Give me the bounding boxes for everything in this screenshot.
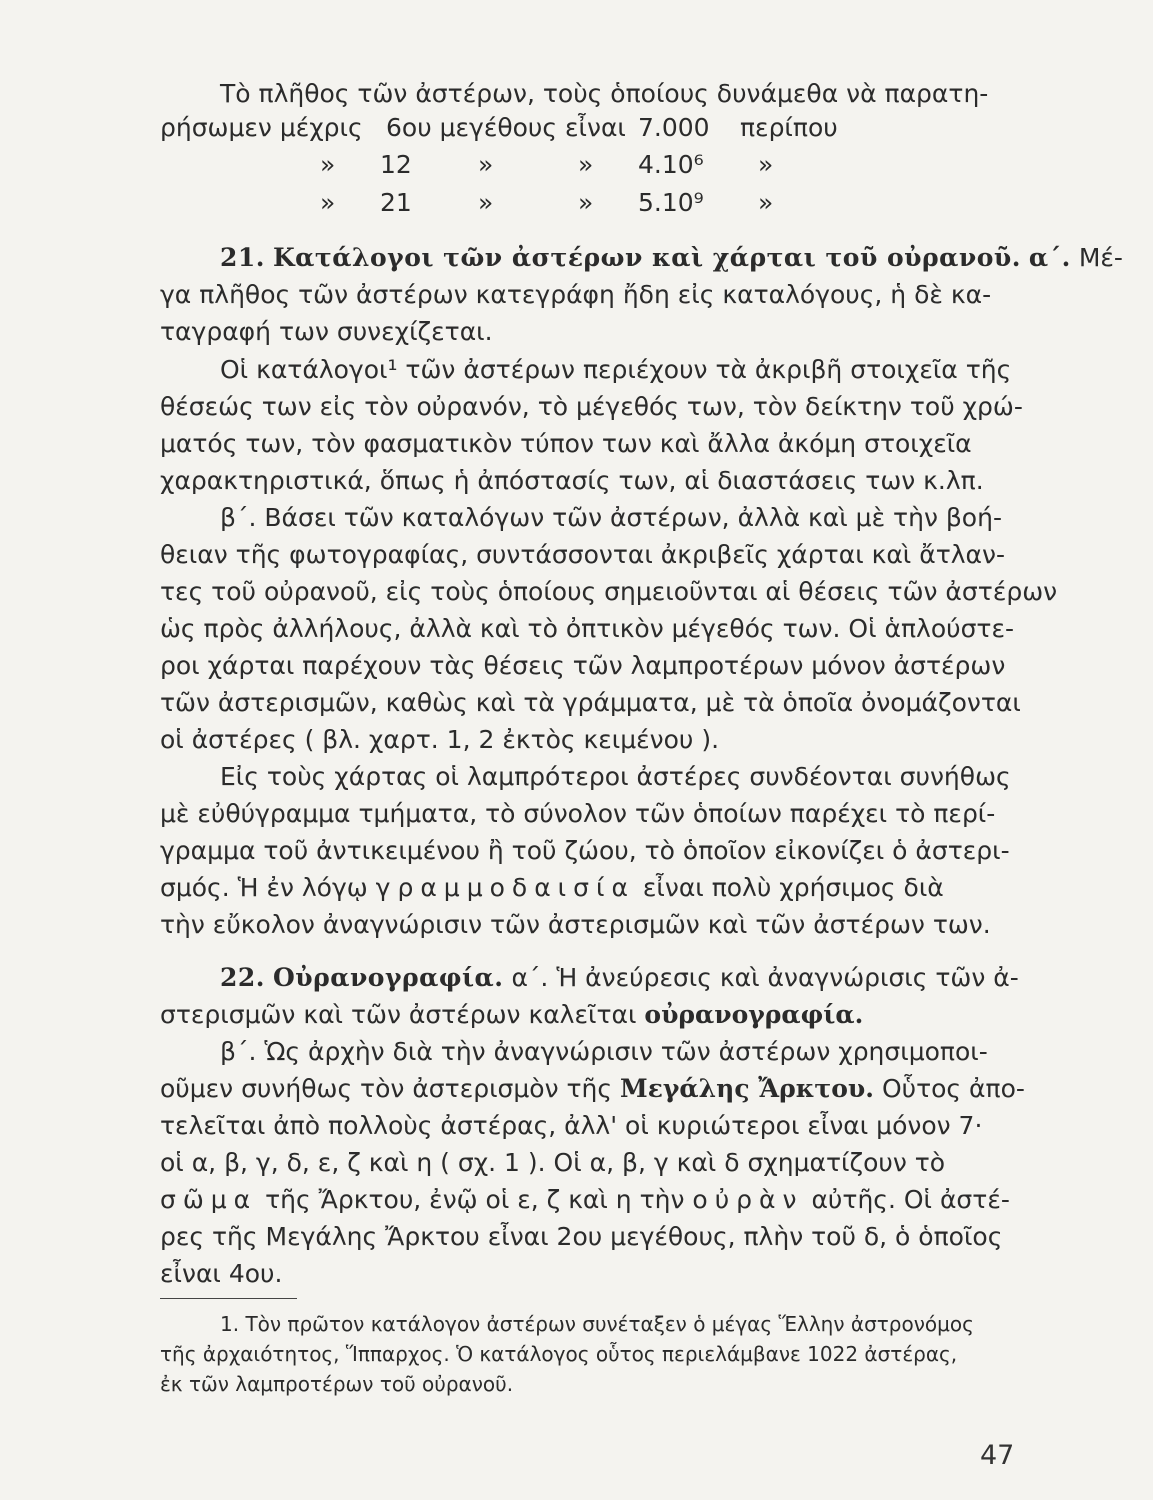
s22-line-7-d: αὐτῆς. Οἱ ἀστέ- xyxy=(811,1185,1010,1214)
s21-line-2: γα πλῆθος τῶν ἀστέρων κατεγράφη ἤδη εἰς καταλόγους, ἡ δὲ κα- xyxy=(160,280,992,309)
s21-line-7: χαρακτηριστικά, ὅπως ἡ ἀπόστασίς των, αἱ διαστάσεις των κ.λπ. xyxy=(160,466,984,495)
row-21-mark-b: » xyxy=(578,188,594,217)
s22-line-4 xyxy=(160,1071,1030,1106)
s21-line-3: ταγραφή των συνεχίζεται. xyxy=(160,317,493,346)
section-21-a-label: α΄. xyxy=(1028,243,1071,272)
section-22-title: Οὐρανογραφία. xyxy=(272,963,504,992)
s21-line-18 xyxy=(160,870,1030,905)
s21-line-10: τες τοῦ οὐρανοῦ, εἰς τοὺς ὁποίους σημειοῦνται αἱ θέσεις τῶν ἀστέρων xyxy=(160,577,1058,606)
s21-line-13: τῶν ἀστερισμῶν, καθὼς καὶ τὰ γράμματα, μὲ τὰ ὁποῖα ὀνομάζονται xyxy=(160,688,1021,717)
s22-line-7-b: τῆς Ἄρκτου, ἐνῷ οἱ ε, ζ καὶ η τὴν xyxy=(265,1185,685,1214)
s21-line-8: β΄. Βάσει τῶν καταλόγων τῶν ἀστέρων, ἀλλὰ καὶ μὲ τὴν βοή- xyxy=(220,503,1002,532)
s21-line-6: ματός των, τὸν φασματικὸν τύπον των καὶ ἄλλα ἀκόμη στοιχεῖα xyxy=(160,429,972,458)
row-21-prefix: » xyxy=(320,188,336,217)
row-12-prefix: » xyxy=(320,150,336,179)
s21-line-14: οἱ ἀστέρες ( βλ. χαρτ. 1, 2 ἐκτὸς κειμένου ). xyxy=(160,725,720,754)
s21-line-12: ροι χάρται παρέχουν τὰς θέσεις τῶν λαμπροτέρων μόνον ἀστέρων xyxy=(160,651,1006,680)
section-21-line-1: Μέ- xyxy=(1078,243,1123,272)
s21-line-11: ὡς πρὸς ἀλλήλους, ἀλλὰ καὶ τὸ ὀπτικὸν μέγεθός των. Οἱ ἁπλούστε- xyxy=(160,614,1015,643)
s21-line-4: Οἱ κατάλογοι¹ τῶν ἀστέρων περιέχουν τὰ ἀκριβῆ στοιχεῖα τῆς xyxy=(220,355,1012,384)
page-number: 47 xyxy=(980,1440,1015,1471)
row-12-mark-a: » xyxy=(478,150,494,179)
s22-line-7 xyxy=(160,1182,1030,1217)
row-12-mark-b: » xyxy=(578,150,594,179)
s22-line-2-a: στερισμῶν καὶ τῶν ἀστέρων καλεῖται xyxy=(160,1000,637,1029)
row-12-suffix: » xyxy=(758,150,774,179)
row-21-suffix: » xyxy=(758,188,774,217)
row-6-suffix: περίπου xyxy=(740,113,838,142)
s22-line-9: εἶναι 4ου. xyxy=(160,1259,283,1288)
row-12-magnitude: 12 xyxy=(380,150,412,179)
footnote-line-3: ἐκ τῶν λαμπροτέρων τοῦ οὐρανοῦ. xyxy=(160,1372,514,1396)
s22-line-3: β΄. Ὡς ἀρχὴν διὰ τὴν ἀναγνώρισιν τῶν ἀστέρων χρησιμοποι- xyxy=(220,1037,988,1066)
row-6-count: 7.000 xyxy=(638,113,710,142)
section-22-line-1-rest: α΄. Ἡ ἀνεύρεσις καὶ ἀναγνώρισις τῶν ἀ- xyxy=(511,963,1019,992)
s21-line-5: θέσεώς των εἰς τὸν οὐρανόν, τὸ μέγεθός των, τὸν δείκτην τοῦ χρώ- xyxy=(160,392,1023,421)
section-22-number: 22. xyxy=(220,963,265,992)
spaced-term-oura: οὐρὰν xyxy=(692,1185,804,1214)
footnote-rule xyxy=(160,1298,297,1299)
s21-line-19: τὴν εὔκολον ἀναγνώρισιν τῶν ἀστερισμῶν καὶ τῶν ἀστέρων των. xyxy=(160,910,991,939)
row-12-count: 4.10⁶ xyxy=(638,150,704,179)
s22-line-5: τελεῖται ἀπὸ πολλοὺς ἀστέρας, ἀλλ' οἱ κυριώτεροι εἶναι μόνον 7· xyxy=(160,1111,983,1140)
s22-line-8: ρες τῆς Μεγάλης Ἄρκτου εἶναι 2ου μεγέθους, πλὴν τοῦ δ, ὁ ὁποῖος xyxy=(160,1222,1003,1251)
spaced-term-grammodaisia: γραμμοδαισία xyxy=(375,873,635,902)
term-megali-arktos: Μεγάλης Ἄρκτου. xyxy=(620,1074,874,1103)
row-21-count: 5.10⁹ xyxy=(638,188,704,217)
s22-line-4-b: Οὗτος ἀπο- xyxy=(881,1074,1025,1103)
section-21-number: 21. xyxy=(220,243,265,272)
row-21-mark-a: » xyxy=(478,188,494,217)
s22-line-2 xyxy=(160,997,1030,1032)
s21-line-9: θειαν τῆς φωτογραφίας, συντάσσονται ἀκριβεῖς χάρται καὶ ἄτλαν- xyxy=(160,540,1006,569)
section-21-title: Κατάλογοι τῶν ἀστέρων καὶ χάρται τοῦ οὐρανοῦ. xyxy=(272,243,1021,272)
footnote-line-2: τῆς ἀρχαιότητος, Ἵππαρχος. Ὁ κατάλογος οὗτος περιελάμβανε 1022 ἀστέρας, xyxy=(160,1342,958,1366)
footnote-line-1: 1. Τὸν πρῶτον κατάλογον ἀστέρων συνέταξεν ὁ μέγας Ἕλλην ἀστρονόμος xyxy=(220,1312,974,1336)
s21-line-18-b: εἶναι πολὺ χρήσιμος διὰ xyxy=(642,873,944,902)
intro-line-1: Τὸ πλῆθος τῶν ἀστέρων, τοὺς ὁποίους δυνάμεθα νὰ παρατη- xyxy=(220,79,989,108)
s21-line-18-a: σμός. Ἡ ἐν λόγῳ xyxy=(160,873,368,902)
s21-line-15: Εἰς τοὺς χάρτας οἱ λαμπρότεροι ἀστέρες συνδέονται συνήθως xyxy=(220,762,1011,791)
row-6-magnitude: 6ου μεγέθους εἶναι xyxy=(386,113,626,142)
row-21-magnitude: 21 xyxy=(380,188,412,217)
s22-line-4-a: οῦμεν συνήθως τὸν ἀστερισμὸν τῆς xyxy=(160,1074,613,1103)
term-ouranografia: οὐρανογραφία. xyxy=(644,1000,864,1029)
section-22-heading-line xyxy=(160,960,1090,995)
intro-line-2-prefix: ρήσωμεν μέχρις xyxy=(160,113,363,142)
s21-line-17: γραμμα τοῦ ἀντικειμένου ἢ τοῦ ζώου, τὸ ὁποῖον εἰκονίζει ὁ ἀστερι- xyxy=(160,836,1010,865)
s22-line-6: οἱ α, β, γ, δ, ε, ζ καὶ η ( σχ. 1 ). Οἱ α, β, γ καὶ δ σχηματίζουν τὸ xyxy=(160,1148,946,1177)
spaced-term-soma: σῶμα xyxy=(160,1185,258,1214)
section-21-heading-line xyxy=(160,240,1123,275)
s21-line-16: μὲ εὐθύγραμμα τμήματα, τὸ σύνολον τῶν ὁποίων παρέχει τὸ περί- xyxy=(160,799,996,828)
